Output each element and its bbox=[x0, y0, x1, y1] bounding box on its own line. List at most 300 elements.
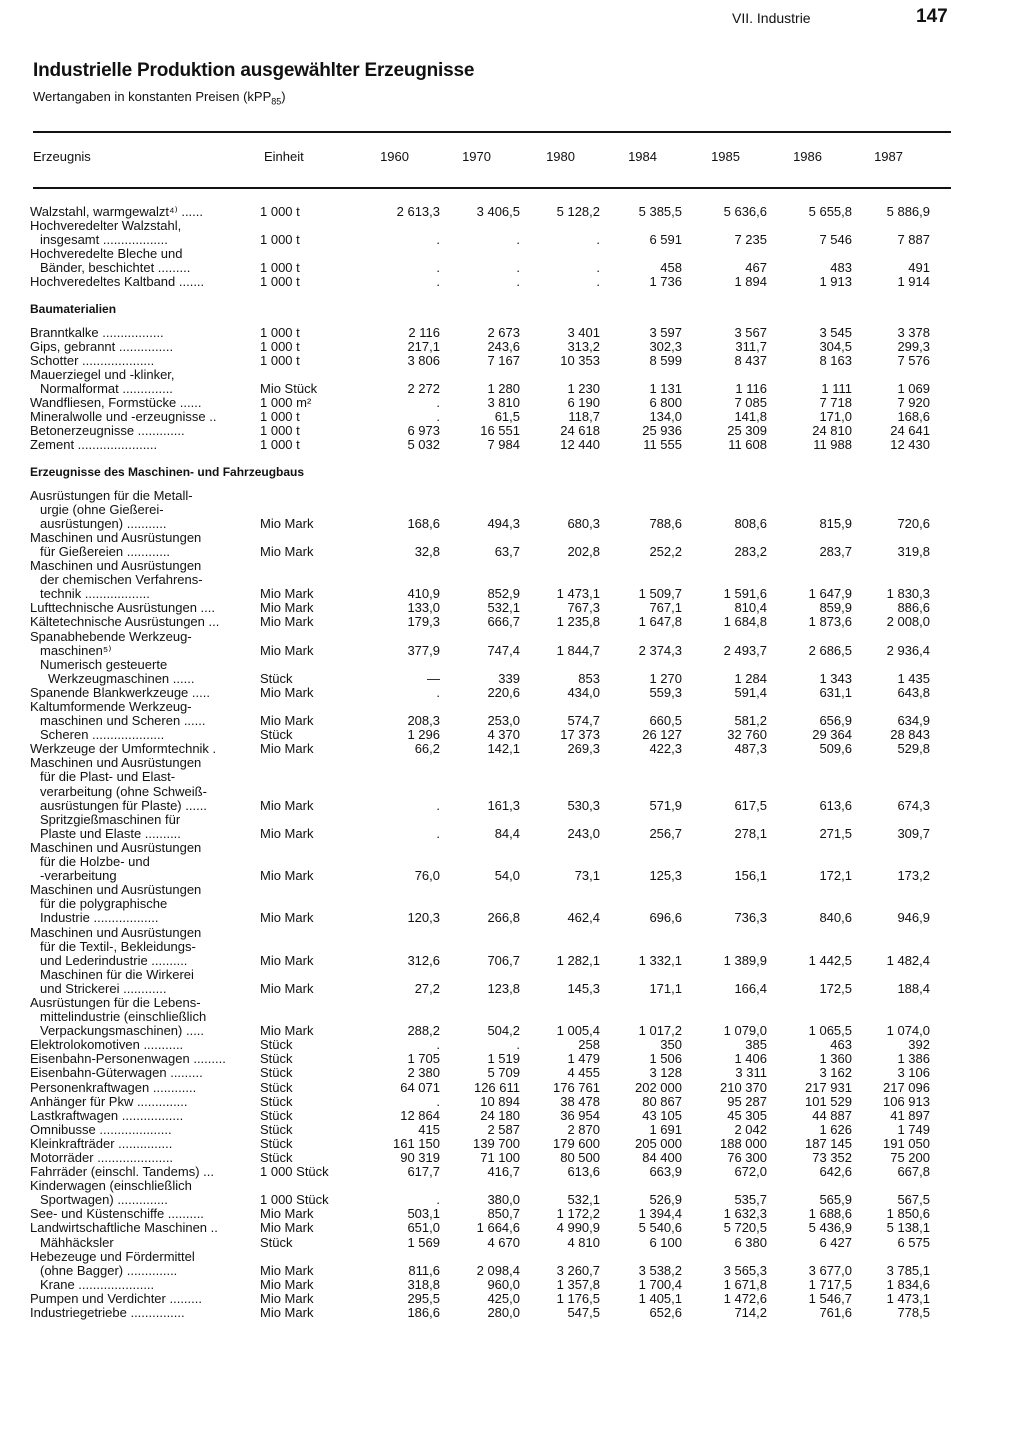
value-cell: 7 576 bbox=[897, 353, 930, 368]
value-cell bbox=[520, 940, 600, 954]
value-cell: 385 bbox=[745, 1038, 767, 1053]
value-cell: 567,5 bbox=[897, 1193, 930, 1208]
product-label-text: Motorräder ..................... bbox=[30, 1151, 174, 1165]
value-cell bbox=[852, 1179, 930, 1193]
value-cell: 1 569 bbox=[407, 1235, 440, 1250]
value-cell: 3 677,0 bbox=[808, 1263, 852, 1278]
value-cell bbox=[767, 926, 852, 940]
value-cell: 736,3 bbox=[734, 911, 767, 926]
unit-cell bbox=[260, 630, 390, 644]
value-cell bbox=[767, 855, 852, 869]
product-label-text: Verpackungsmaschinen) ..... bbox=[40, 1024, 205, 1039]
unit-cell bbox=[260, 968, 390, 982]
product-label-text: Hochveredeltes Kaltband ....... bbox=[30, 275, 205, 290]
product-label-text: mittelindustrie (einschließlich bbox=[40, 1010, 207, 1025]
value-cell bbox=[852, 940, 930, 954]
value-cell: 16 551 bbox=[480, 424, 520, 439]
value-cell: . bbox=[436, 798, 440, 813]
value-cell: 11 608 bbox=[728, 438, 767, 453]
value-cell: 1 386 bbox=[897, 1052, 930, 1067]
value-cell: 2 587 bbox=[487, 1122, 520, 1137]
product-label bbox=[30, 559, 260, 573]
value-cell: 672,0 bbox=[734, 1165, 767, 1180]
value-cell: 3 806 bbox=[407, 353, 440, 368]
product-label-text: Maschinen und Ausrüstungen bbox=[30, 840, 202, 855]
value-cell: . bbox=[436, 685, 440, 700]
value-cell bbox=[390, 883, 440, 897]
value-cell: 313,2 bbox=[567, 339, 600, 354]
product-label-text: Branntkalke ................. bbox=[30, 325, 164, 340]
value-cell: 617,5 bbox=[734, 798, 767, 813]
value-cell: 171,0 bbox=[819, 410, 852, 425]
table-row bbox=[30, 340, 930, 354]
value-cell: 1 684,8 bbox=[723, 615, 767, 630]
value-cell: 339 bbox=[498, 671, 520, 686]
value-cell: . bbox=[436, 261, 440, 276]
product-label bbox=[30, 1221, 260, 1235]
product-label-text: Lufttechnische Ausrüstungen .... bbox=[30, 601, 216, 616]
value-cell: . bbox=[436, 275, 440, 290]
product-label-text: (ohne Bagger) .............. bbox=[40, 1263, 178, 1278]
product-label-text: Omnibusse .................... bbox=[30, 1122, 172, 1137]
product-label-text: Maschinen für die Wirkerei bbox=[40, 967, 194, 982]
unit-cell: Stück bbox=[260, 1052, 293, 1067]
value-cell: 5 032 bbox=[407, 438, 440, 453]
product-label-text: für die Plast- und Elast- bbox=[40, 770, 176, 785]
column-header-product: Erzeugnis bbox=[33, 149, 91, 164]
value-cell: 4 990,9 bbox=[556, 1221, 600, 1236]
value-cell: 2 686,5 bbox=[808, 643, 852, 658]
value-cell: 696,6 bbox=[649, 911, 682, 926]
value-cell: 6 800 bbox=[649, 396, 682, 411]
value-cell: 288,2 bbox=[407, 1024, 440, 1039]
unit-cell: Mio Mark bbox=[260, 685, 314, 700]
table-row bbox=[30, 1292, 930, 1306]
value-cell: 1 473,1 bbox=[886, 1291, 930, 1306]
value-cell: 3 311 bbox=[735, 1066, 767, 1081]
value-cell: 253,0 bbox=[487, 714, 520, 729]
value-cell: 12 864 bbox=[400, 1108, 440, 1123]
value-cell bbox=[767, 489, 852, 503]
product-label bbox=[30, 615, 260, 629]
product-label-text: -verarbeitung bbox=[40, 869, 117, 884]
product-label bbox=[30, 340, 260, 354]
product-label-text: Baumaterialien bbox=[30, 301, 117, 316]
product-label-text: Scheren .................... bbox=[40, 728, 165, 743]
value-cell: 840,6 bbox=[819, 911, 852, 926]
value-cell: 483 bbox=[830, 261, 852, 276]
label-continuation-row bbox=[30, 489, 930, 503]
table-row bbox=[30, 869, 930, 883]
product-label bbox=[30, 1165, 260, 1179]
product-label-text: Hochveredelter Walzstahl, bbox=[30, 219, 182, 234]
value-cell bbox=[767, 559, 852, 573]
value-cell bbox=[767, 968, 852, 982]
value-cell: 1 296 bbox=[407, 728, 440, 743]
value-cell: 145,3 bbox=[567, 981, 600, 996]
unit-cell: 1 000 t bbox=[260, 339, 300, 354]
value-cell: 2 673 bbox=[487, 325, 520, 340]
product-label bbox=[30, 517, 260, 531]
value-cell: 509,6 bbox=[819, 742, 852, 757]
value-cell bbox=[682, 573, 767, 587]
value-cell bbox=[600, 700, 682, 714]
value-cell: 1 005,4 bbox=[556, 1024, 600, 1039]
value-cell: 1 873,6 bbox=[808, 615, 852, 630]
value-cell: 1 591,6 bbox=[723, 587, 767, 602]
product-label bbox=[30, 1024, 260, 1038]
value-cell: 2 098,4 bbox=[476, 1263, 520, 1278]
value-cell: 302,3 bbox=[649, 339, 682, 354]
value-cell: 7 718 bbox=[819, 396, 852, 411]
value-cell: 1 506 bbox=[649, 1052, 682, 1067]
value-cell: 172,5 bbox=[819, 981, 852, 996]
product-label-text: ausrüstungen) ........... bbox=[40, 516, 167, 531]
unit-cell bbox=[260, 368, 390, 382]
table-row bbox=[30, 1081, 930, 1095]
label-continuation-row bbox=[30, 503, 930, 517]
value-cell: 73 352 bbox=[812, 1151, 852, 1165]
value-cell bbox=[852, 813, 930, 827]
product-label-text: Landwirtschaftliche Maschinen .. bbox=[30, 1221, 218, 1236]
value-cell bbox=[440, 658, 520, 672]
value-cell bbox=[682, 658, 767, 672]
value-cell: 1 284 bbox=[734, 671, 767, 686]
value-cell: 142,1 bbox=[487, 742, 520, 757]
value-cell: 2 116 bbox=[408, 325, 440, 340]
unit-cell: Mio Mark bbox=[260, 826, 314, 841]
value-cell: 188 000 bbox=[720, 1136, 767, 1151]
value-cell: 656,9 bbox=[819, 714, 852, 729]
value-cell bbox=[600, 968, 682, 982]
value-cell: 852,9 bbox=[487, 587, 520, 602]
value-cell: 5 128,2 bbox=[556, 205, 600, 219]
value-cell bbox=[852, 968, 930, 982]
unit-cell: Mio Mark bbox=[260, 911, 314, 926]
product-label bbox=[30, 1151, 260, 1165]
value-cell bbox=[390, 841, 440, 855]
value-cell: 123,8 bbox=[487, 981, 520, 996]
value-cell: 666,7 bbox=[487, 615, 520, 630]
value-cell: 526,9 bbox=[649, 1193, 682, 1208]
unit-cell bbox=[260, 785, 390, 799]
value-cell: 559,3 bbox=[649, 685, 682, 700]
value-cell: 1 914 bbox=[897, 275, 930, 290]
label-continuation-row bbox=[30, 883, 930, 897]
product-label-text: Kaltumformende Werkzeug- bbox=[30, 700, 192, 714]
product-label bbox=[30, 1109, 260, 1123]
product-label bbox=[30, 489, 260, 503]
product-label bbox=[30, 785, 260, 799]
value-cell bbox=[440, 531, 520, 545]
value-cell: 4 670 bbox=[487, 1235, 520, 1250]
value-cell bbox=[600, 1250, 682, 1264]
table-row bbox=[30, 410, 930, 424]
value-cell bbox=[852, 926, 930, 940]
value-cell bbox=[600, 926, 682, 940]
value-cell: 80 500 bbox=[560, 1151, 600, 1165]
value-cell bbox=[682, 503, 767, 517]
value-cell: 1 664,6 bbox=[476, 1221, 520, 1236]
product-label bbox=[30, 247, 260, 261]
unit-cell bbox=[260, 247, 390, 261]
table-row bbox=[30, 714, 930, 728]
value-cell bbox=[390, 573, 440, 587]
value-cell: 76 300 bbox=[727, 1151, 767, 1165]
value-cell: 6 973 bbox=[407, 424, 440, 439]
value-cell: 663,9 bbox=[649, 1165, 682, 1180]
label-continuation-row bbox=[30, 968, 930, 982]
value-cell: 2 374,3 bbox=[638, 643, 682, 658]
table-row bbox=[30, 233, 930, 247]
value-cell: 487,3 bbox=[734, 742, 767, 757]
product-label-text: urgie (ohne Gießerei- bbox=[40, 502, 164, 517]
unit-cell bbox=[260, 926, 390, 940]
value-cell bbox=[767, 658, 852, 672]
unit-cell: Stück bbox=[260, 728, 293, 743]
value-cell bbox=[682, 968, 767, 982]
product-label-text: für Gießereien ............ bbox=[40, 544, 171, 559]
product-label bbox=[30, 545, 260, 559]
value-cell: 462,4 bbox=[567, 911, 600, 926]
unit-cell: Stück bbox=[260, 1038, 293, 1053]
product-label-text: ausrüstungen für Plaste) ...... bbox=[40, 798, 207, 813]
label-continuation-row bbox=[30, 573, 930, 587]
product-label bbox=[30, 869, 260, 883]
value-cell: . bbox=[436, 233, 440, 248]
product-label-text: Walzstahl, warmgewalzt⁴⁾ ...... bbox=[30, 205, 204, 219]
value-cell: 1 671,8 bbox=[723, 1277, 767, 1292]
value-cell: 5 436,9 bbox=[808, 1221, 852, 1236]
table-row bbox=[30, 742, 930, 756]
value-cell: 6 575 bbox=[897, 1235, 930, 1250]
unit-cell: Stück bbox=[260, 1151, 293, 1165]
product-label bbox=[30, 1250, 260, 1264]
value-cell: 64 071 bbox=[400, 1080, 440, 1095]
value-cell bbox=[600, 756, 682, 770]
value-cell: 6 427 bbox=[819, 1235, 852, 1250]
unit-cell: Mio Mark bbox=[260, 587, 314, 602]
product-label bbox=[30, 1264, 260, 1278]
value-cell: 503,1 bbox=[407, 1207, 440, 1222]
value-cell: 26 127 bbox=[642, 728, 682, 743]
value-cell bbox=[440, 368, 520, 382]
product-label bbox=[30, 601, 260, 615]
table-row bbox=[30, 799, 930, 813]
product-label bbox=[30, 233, 260, 247]
value-cell: 5 886,9 bbox=[886, 205, 930, 219]
value-cell: 7 085 bbox=[734, 396, 767, 411]
value-cell: 319,8 bbox=[897, 544, 930, 559]
value-cell bbox=[440, 503, 520, 517]
value-cell: 1 844,7 bbox=[556, 643, 600, 658]
label-continuation-row bbox=[30, 1010, 930, 1024]
value-cell bbox=[390, 700, 440, 714]
value-cell: 3 597 bbox=[649, 325, 682, 340]
value-cell: 3 401 bbox=[567, 325, 600, 340]
product-label-text: Eisenbahn-Güterwagen ......... bbox=[30, 1066, 203, 1081]
value-cell bbox=[520, 489, 600, 503]
value-cell: 778,5 bbox=[897, 1306, 930, 1321]
value-cell: 810,4 bbox=[734, 601, 767, 616]
product-label bbox=[30, 219, 260, 233]
value-cell: 2 493,7 bbox=[723, 643, 767, 658]
value-cell bbox=[682, 897, 767, 911]
value-cell: 280,0 bbox=[487, 1306, 520, 1321]
product-label bbox=[30, 672, 260, 686]
value-cell: 491 bbox=[908, 261, 930, 276]
value-cell bbox=[600, 489, 682, 503]
value-cell: 168,6 bbox=[897, 410, 930, 425]
product-label-text: Maschinen und Ausrüstungen bbox=[30, 925, 202, 940]
value-cell: 66,2 bbox=[414, 742, 440, 757]
value-cell: 71 100 bbox=[480, 1151, 520, 1165]
value-cell: 173,2 bbox=[897, 869, 930, 884]
value-cell bbox=[600, 630, 682, 644]
label-continuation-row bbox=[30, 897, 930, 911]
product-label-text: Normalformat .............. bbox=[40, 382, 173, 397]
value-cell: 1 332,1 bbox=[638, 953, 682, 968]
table-row bbox=[30, 1165, 930, 1179]
value-cell bbox=[682, 219, 767, 233]
value-cell: 106 913 bbox=[883, 1094, 930, 1109]
value-cell: 1 065,5 bbox=[808, 1024, 852, 1039]
value-cell: 43 105 bbox=[642, 1108, 682, 1123]
value-cell: 532,1 bbox=[487, 601, 520, 616]
value-cell: 674,3 bbox=[897, 798, 930, 813]
label-continuation-row bbox=[30, 700, 930, 714]
unit-cell: Mio Mark bbox=[260, 601, 314, 616]
value-cell: 205 000 bbox=[635, 1136, 682, 1151]
value-cell bbox=[440, 883, 520, 897]
value-cell: 3 260,7 bbox=[556, 1263, 600, 1278]
product-label bbox=[30, 658, 260, 672]
value-cell bbox=[440, 700, 520, 714]
value-cell: 747,4 bbox=[487, 643, 520, 658]
column-header-unit: Einheit bbox=[264, 149, 304, 164]
value-cell: 377,9 bbox=[407, 643, 440, 658]
product-label-text: und Strickerei ............ bbox=[40, 981, 167, 996]
label-continuation-row bbox=[30, 996, 930, 1010]
value-cell: 1 472,6 bbox=[723, 1291, 767, 1306]
product-label-text: für die Holzbe- und bbox=[40, 855, 150, 870]
table-body bbox=[30, 205, 930, 1320]
label-continuation-row bbox=[30, 1179, 930, 1193]
value-cell: 1 282,1 bbox=[556, 953, 600, 968]
value-cell: . bbox=[516, 1038, 520, 1053]
value-cell: 1 509,7 bbox=[638, 587, 682, 602]
product-label bbox=[30, 354, 260, 368]
product-label-text: Maschinen und Ausrüstungen bbox=[30, 530, 202, 545]
value-cell bbox=[440, 756, 520, 770]
value-cell bbox=[520, 573, 600, 587]
value-cell: 168,6 bbox=[407, 516, 440, 531]
value-cell: 171,1 bbox=[649, 981, 682, 996]
value-cell: . bbox=[436, 410, 440, 425]
value-cell bbox=[440, 855, 520, 869]
value-cell: 850,7 bbox=[487, 1207, 520, 1222]
value-cell: 208,3 bbox=[407, 714, 440, 729]
value-cell: 258 bbox=[578, 1038, 600, 1053]
value-cell: 24 618 bbox=[560, 424, 600, 439]
product-label-text: Mauerziegel und -klinker, bbox=[30, 367, 175, 382]
value-cell: 6 100 bbox=[649, 1235, 682, 1250]
value-cell bbox=[767, 940, 852, 954]
value-cell: 434,0 bbox=[567, 685, 600, 700]
product-label bbox=[30, 883, 260, 897]
value-cell: 11 555 bbox=[643, 438, 682, 453]
value-cell bbox=[440, 968, 520, 982]
value-cell: 7 235 bbox=[734, 233, 767, 248]
table-row bbox=[30, 545, 930, 559]
value-cell: 24 810 bbox=[812, 424, 852, 439]
unit-cell: Mio Mark bbox=[260, 544, 314, 559]
unit-cell: Mio Mark bbox=[260, 615, 314, 630]
value-cell bbox=[390, 996, 440, 1010]
unit-cell bbox=[260, 996, 390, 1010]
value-cell: 416,7 bbox=[487, 1165, 520, 1180]
unit-cell: Stück bbox=[260, 671, 293, 686]
column-header-year: 1987 bbox=[874, 149, 903, 164]
value-cell: 467 bbox=[745, 261, 767, 276]
product-label bbox=[30, 424, 260, 438]
label-continuation-row bbox=[30, 630, 930, 644]
unit-cell bbox=[260, 756, 390, 770]
value-cell: 10 353 bbox=[560, 353, 600, 368]
value-cell: . bbox=[596, 233, 600, 248]
value-cell bbox=[767, 219, 852, 233]
value-cell: 3 406,5 bbox=[476, 205, 520, 219]
table-row bbox=[30, 911, 930, 925]
value-cell: 95 287 bbox=[727, 1094, 767, 1109]
label-continuation-row bbox=[30, 219, 930, 233]
value-cell: 41 897 bbox=[890, 1108, 930, 1123]
product-label bbox=[30, 926, 260, 940]
value-cell bbox=[600, 897, 682, 911]
value-cell: 1 394,4 bbox=[638, 1207, 682, 1222]
value-cell: 8 437 bbox=[734, 353, 767, 368]
unit-cell bbox=[260, 770, 390, 784]
table-row bbox=[30, 438, 930, 452]
value-cell: 2 613,3 bbox=[396, 205, 440, 219]
value-cell: 2 042 bbox=[734, 1122, 767, 1137]
product-label bbox=[30, 799, 260, 813]
value-cell: 1 442,5 bbox=[808, 953, 852, 968]
unit-cell bbox=[260, 658, 390, 672]
product-label-text: Industrie .................. bbox=[40, 911, 159, 926]
unit-cell bbox=[260, 573, 390, 587]
product-label-text: technik .................. bbox=[40, 587, 150, 602]
value-cell: 10 894 bbox=[480, 1094, 520, 1109]
subtitle-close: ) bbox=[281, 89, 286, 104]
product-label bbox=[30, 855, 260, 869]
table-row bbox=[30, 1278, 930, 1292]
value-cell: 5 540,6 bbox=[638, 1221, 682, 1236]
value-cell bbox=[852, 841, 930, 855]
unit-cell: Mio Mark bbox=[260, 981, 314, 996]
value-cell bbox=[600, 247, 682, 261]
value-cell bbox=[440, 996, 520, 1010]
value-cell bbox=[600, 503, 682, 517]
value-cell: 643,8 bbox=[897, 685, 930, 700]
table-row bbox=[30, 1137, 930, 1151]
table-row bbox=[30, 1221, 930, 1235]
product-label bbox=[30, 261, 260, 275]
unit-cell bbox=[260, 1250, 390, 1264]
value-cell bbox=[390, 770, 440, 784]
value-cell: 202 000 bbox=[635, 1080, 682, 1095]
product-label bbox=[30, 742, 260, 756]
